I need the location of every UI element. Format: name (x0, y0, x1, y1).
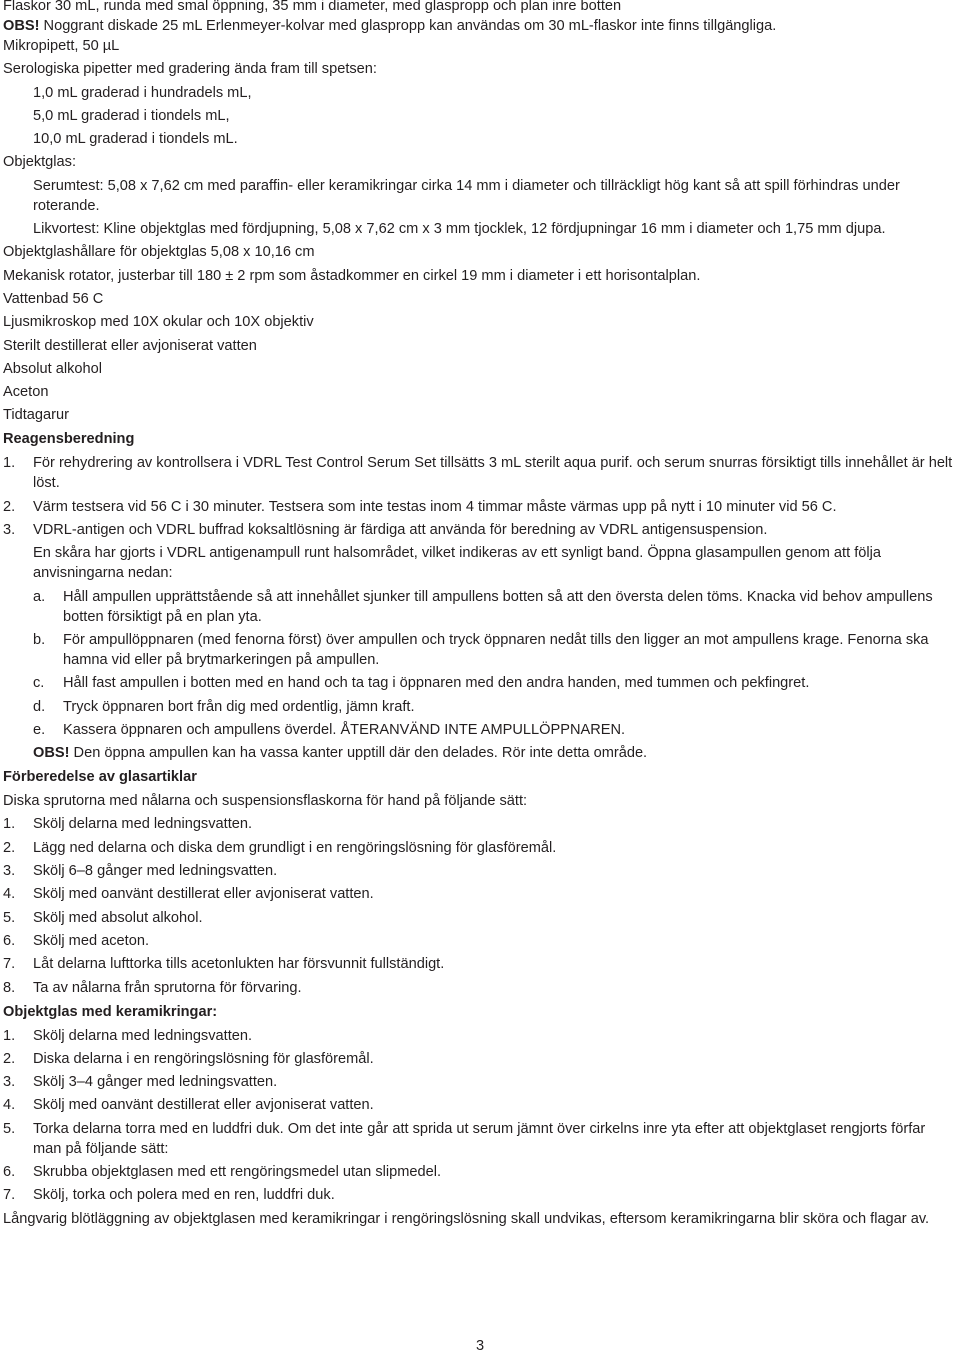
item-letter: c. (33, 675, 45, 692)
obs-label: OBS! (33, 745, 70, 762)
item-number: 6. (3, 1163, 16, 1180)
item-number: 6. (3, 932, 16, 949)
item-number: 7. (3, 956, 16, 973)
item-text: Låt delarna lufttorka tills acetonlukten har försvunnit fullständigt. (33, 956, 445, 973)
list-item (3, 931, 957, 951)
item-number: 1. (3, 816, 16, 833)
obs-note (3, 16, 957, 36)
serum-test-line: Serumtest: 5,08 x 7,62 cm med paraffin- eller keramikringar cirka 14 mm i diameter och tillräckligt hög kant så att spill förhindras under roterande. (33, 177, 900, 214)
pipette-item: 5,0 mL graderad i tiondels mL, (33, 107, 230, 124)
list-item (3, 1162, 957, 1182)
list-item (3, 497, 957, 517)
item-number: 8. (3, 979, 16, 996)
item-text: Tryck öppnaren bort från dig med ordentlig, jämn kraft. (63, 698, 415, 715)
item-text: Skölj med aceton. (33, 932, 150, 949)
alcohol-line: Absolut alkohol (3, 360, 102, 377)
slide-holder-line: Objektglashållare för objektglas 5,08 x 10,16 cm (3, 244, 315, 261)
list-item (3, 861, 957, 881)
list-item (3, 814, 957, 834)
sub-list-item (33, 720, 957, 740)
list-item (3, 1185, 957, 1205)
item-text: Skölj med oanvänt destillerat eller avjoniserat vatten. (33, 886, 374, 903)
item-text: Skölj med oanvänt destillerat eller avjoniserat vatten. (33, 1097, 374, 1114)
item-text: Lägg ned delarna och diska dem grundligt i en rengöringslösning för glasföremål. (33, 839, 557, 856)
list-item (3, 1049, 957, 1069)
item-text: Håll fast ampullen i botten med en hand och ta tag i öppnaren med den andra handen, med tummen och pekfingret. (63, 675, 810, 692)
list-item (3, 908, 957, 928)
serological-line: Serologiska pipetter med gradering ända fram till spetsen: (3, 61, 377, 78)
item-text: Diska delarna i en rengöringslösning för glasföremål. (33, 1050, 374, 1067)
item-letter: e. (33, 721, 46, 738)
item-text: För ampullöppnaren (med fenorna först) över ampullen och tryck öppnaren nedåt tills den ligger an mot ampullens krage. Fenorna ska hamna vid eller på brytmarkeringen på ampullen. (63, 631, 929, 668)
item-number: 4. (3, 886, 16, 903)
ampoule-obs-note (3, 743, 957, 763)
flasks-line: Flaskor 30 mL, runda med smal öppning, 35 mm i diameter, med glaspropp och plan inre botten (3, 0, 622, 14)
list-item (3, 453, 957, 493)
list-item (3, 1095, 957, 1115)
item-text: Ta av nålarna från sprutorna för förvaring. (33, 979, 302, 996)
obs-text: Den öppna ampullen kan ha vassa kanter upptill där den delades. Rör inte detta område. (69, 745, 648, 762)
sub-list-item (33, 587, 957, 627)
obs-text: Noggrant diskade 25 mL Erlenmeyer-kolvar med glaspropp kan användas om 30 mL-flaskor inte finns tillgängliga. (39, 18, 777, 34)
list-item (3, 838, 957, 858)
list-item (3, 520, 957, 540)
item-text: Skölj 3–4 gånger med ledningsvatten. (33, 1074, 278, 1091)
glassware-intro: Diska sprutorna med nålarna och suspensionsflaskorna för hand på följande sätt: (3, 793, 528, 810)
document-page (3, 0, 957, 1232)
item-number: 5. (3, 909, 16, 926)
ampoule-intro: En skåra har gjorts i VDRL antigenampull runt halsområdet, vilket indikeras av ett synligt band. Öppna glasampullen genom att följa anvisningarna nedan: (33, 545, 881, 582)
ceramic-note: Långvarig blötläggning av objektglasen med keramikringar i rengöringslösning skall undvikas, eftersom keramikringarna blir sköra och flagar av. (3, 1210, 930, 1227)
item-text: VDRL-antigen och VDRL buffrad koksaltlösning är färdiga att använda för beredning av VDRL antigensuspension. (33, 522, 768, 539)
reagent-heading: Reagensberedning (3, 431, 135, 448)
microscope-line: Ljusmikroskop med 10X okular och 10X objektiv (3, 314, 314, 331)
item-text: Skölj delarna med ledningsvatten. (33, 1027, 253, 1044)
list-item (3, 954, 957, 974)
item-text: Torka delarna torra med en luddfri duk. Om det inte går att sprida ut serum jämnt över cirkelns inre yta efter att objektglaset rengjorts förfar man på följande sätt: (33, 1120, 926, 1157)
item-number: 3. (3, 1074, 16, 1091)
sub-list-item (33, 697, 957, 717)
item-letter: d. (33, 698, 46, 715)
pipette-item: 10,0 mL graderad i tiondels mL. (33, 131, 238, 148)
list-item (3, 1119, 957, 1159)
item-number: 2. (3, 1050, 16, 1067)
item-number: 2. (3, 839, 16, 856)
acetone-line: Aceton (3, 384, 49, 401)
list-item (3, 884, 957, 904)
item-text: Håll ampullen upprättstående så att innehållet sjunker till ampullens botten så att den översta delen töms. Knacka vid behov ampullens botten försiktigt på en plan yta. (63, 588, 933, 625)
item-text: För rehydrering av kontrollsera i VDRL Test Control Serum Set tillsätts 3 mL sterilt aqua purif. och serum snurras försiktigt tills innehållet är helt löst. (33, 455, 953, 492)
micropipette-line: Mikropipett, 50 µL (3, 38, 120, 54)
sub-list-item (33, 673, 957, 693)
item-number: 1. (3, 455, 16, 472)
item-text: Skrubba objektglasen med ett rengöringsmedel utan slipmedel. (33, 1163, 442, 1180)
list-item (3, 978, 957, 998)
item-text: Skölj, torka och polera med en ren, luddfri duk. (33, 1187, 335, 1204)
timer-line: Tidtagarur (3, 407, 69, 424)
item-letter: a. (33, 588, 46, 605)
item-letter: b. (33, 631, 46, 648)
item-number: 3. (3, 863, 16, 880)
sub-list-item (33, 630, 957, 670)
item-text: Skölj 6–8 gånger med ledningsvatten. (33, 863, 278, 880)
item-number: 7. (3, 1187, 16, 1204)
rotator-line: Mekanisk rotator, justerbar till 180 ± 2 rpm som åstadkommer en cirkel 19 mm i diameter i ett horisontalplan. (3, 267, 701, 284)
item-number: 4. (3, 1097, 16, 1114)
item-text: Skölj med absolut alkohol. (33, 909, 203, 926)
item-number: 2. (3, 498, 16, 515)
item-number: 5. (3, 1120, 16, 1137)
item-text: Skölj delarna med ledningsvatten. (33, 816, 253, 833)
list-item (3, 1072, 957, 1092)
item-number: 1. (3, 1027, 16, 1044)
obs-label: OBS! (3, 18, 40, 34)
item-text: Kassera öppnaren och ampullens överdel. ÅTERANVÄND INTE AMPULLÖPPNAREN. (63, 721, 626, 738)
water-bath-line: Vattenbad 56 C (3, 290, 104, 307)
water-line: Sterilt destillerat eller avjoniserat vatten (3, 337, 257, 354)
item-text: Värm testsera vid 56 C i 30 minuter. Testsera som inte testas inom 4 timmar måste värmas upp på nytt i 10 minuter vid 56 C. (33, 498, 837, 515)
page-number: 3 (475, 1338, 485, 1354)
glassware-heading: Förberedelse av glasartiklar (3, 769, 197, 786)
item-number: 3. (3, 522, 16, 539)
list-item (3, 1026, 957, 1046)
csf-test-line: Likvortest: Kline objektglas med fördjupning, 5,08 x 7,62 cm x 3 mm tjocklek, 12 fördjupningar 16 mm i diameter och 1,75 mm djupa. (33, 221, 886, 238)
pipette-item: 1,0 mL graderad i hundradels mL, (33, 84, 252, 101)
ceramic-heading: Objektglas med keramikringar: (3, 1003, 218, 1020)
slides-label: Objektglas: (3, 154, 77, 171)
